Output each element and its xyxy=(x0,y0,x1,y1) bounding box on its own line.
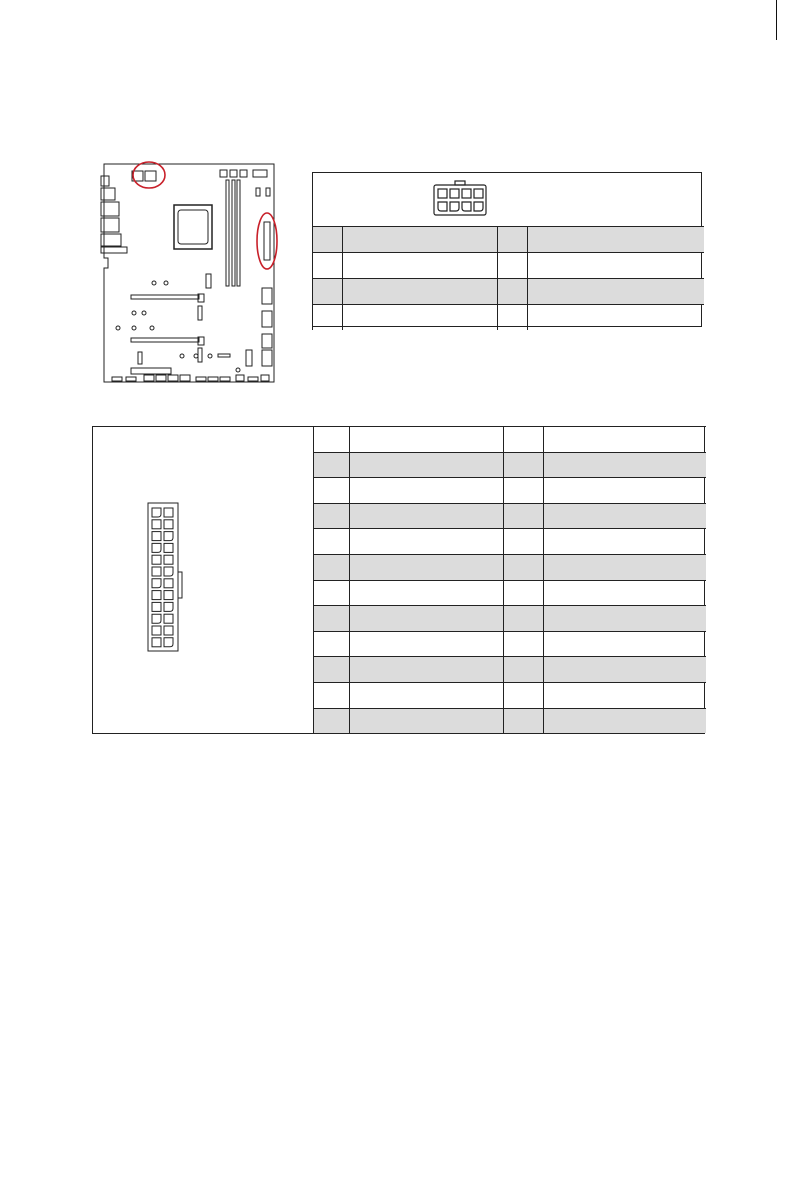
pin-number-cell xyxy=(314,606,350,632)
pin-number-cell xyxy=(504,708,544,733)
connector-pin xyxy=(164,555,173,564)
eps-pin-table xyxy=(312,226,704,330)
table-row xyxy=(313,227,704,253)
pin-number-cell xyxy=(504,427,544,453)
connector-pin xyxy=(164,543,173,552)
motherboard-diagram xyxy=(98,158,280,386)
pin-number-cell xyxy=(314,708,350,733)
signal-name-cell xyxy=(350,452,504,478)
signal-name-cell xyxy=(343,305,498,331)
pin-number-cell xyxy=(314,657,350,683)
signal-name-cell xyxy=(350,478,504,504)
signal-name-cell xyxy=(350,427,504,453)
table-row xyxy=(314,478,706,504)
pin-number-cell xyxy=(498,279,528,305)
pin-number-cell xyxy=(314,682,350,708)
pin-number-cell xyxy=(314,529,350,555)
table-row xyxy=(314,503,706,529)
signal-name-cell xyxy=(350,503,504,529)
table-row xyxy=(314,657,706,683)
pin-number-cell xyxy=(314,631,350,657)
pin-number-cell xyxy=(498,227,528,253)
signal-name-cell xyxy=(350,657,504,683)
pin-number-cell xyxy=(313,305,343,331)
signal-name-cell xyxy=(350,580,504,606)
signal-name-cell xyxy=(544,503,706,529)
pin-number-cell xyxy=(504,452,544,478)
connector-pin xyxy=(152,520,161,529)
pin-number-cell xyxy=(504,529,544,555)
signal-name-cell xyxy=(544,529,706,555)
connector-pin xyxy=(152,602,161,611)
signal-name-cell xyxy=(528,279,704,305)
connector-pin xyxy=(152,614,161,623)
signal-name-cell xyxy=(343,253,498,279)
pin-number-cell xyxy=(314,580,350,606)
connector-pin xyxy=(152,532,161,541)
pin-number-cell xyxy=(504,657,544,683)
pin-number-cell xyxy=(314,503,350,529)
signal-name-cell xyxy=(544,478,706,504)
atx-pin-table xyxy=(313,426,706,733)
pin-number-cell xyxy=(504,503,544,529)
pin-number-cell xyxy=(498,253,528,279)
signal-name-cell xyxy=(350,606,504,632)
connector-pin xyxy=(152,543,161,552)
atx-connector-drawing xyxy=(145,500,190,654)
table-row xyxy=(314,631,706,657)
table-row xyxy=(314,427,706,453)
table-row xyxy=(314,606,706,632)
signal-name-cell xyxy=(528,253,704,279)
eps-connector-drawing xyxy=(430,180,490,218)
connector-pin xyxy=(152,638,161,647)
signal-name-cell xyxy=(544,657,706,683)
pin-number-cell xyxy=(314,427,350,453)
table-row xyxy=(313,253,704,279)
connector-pin xyxy=(152,567,161,576)
connector-pin xyxy=(164,532,173,541)
signal-name-cell xyxy=(544,708,706,733)
signal-name-cell xyxy=(528,305,704,331)
pin-number-cell xyxy=(313,253,343,279)
pin-number-cell xyxy=(504,580,544,606)
signal-name-cell xyxy=(544,452,706,478)
table-row xyxy=(314,452,706,478)
signal-name-cell xyxy=(544,606,706,632)
signal-name-cell xyxy=(350,529,504,555)
pin-number-cell xyxy=(504,554,544,580)
connector-pin xyxy=(164,520,173,529)
signal-name-cell xyxy=(544,682,706,708)
connector-pin xyxy=(164,591,173,600)
signal-name-cell xyxy=(350,708,504,733)
table-row xyxy=(314,708,706,733)
pin-number-cell xyxy=(314,452,350,478)
signal-name-cell xyxy=(544,631,706,657)
pin-number-cell xyxy=(504,478,544,504)
signal-name-cell xyxy=(350,631,504,657)
signal-name-cell xyxy=(544,427,706,453)
connector-pin xyxy=(164,614,173,623)
connector-pin xyxy=(152,508,161,517)
connector-pin xyxy=(164,579,173,588)
pin-number-cell xyxy=(504,682,544,708)
pin-number-cell xyxy=(314,478,350,504)
signal-name-cell xyxy=(343,279,498,305)
signal-name-cell xyxy=(350,554,504,580)
connector-pin xyxy=(164,508,173,517)
table-row xyxy=(313,305,704,331)
pin-number-cell xyxy=(314,554,350,580)
pin-number-cell xyxy=(313,227,343,253)
table-row xyxy=(313,279,704,305)
signal-name-cell xyxy=(528,227,704,253)
table-row xyxy=(314,682,706,708)
signal-name-cell xyxy=(350,682,504,708)
connector-pin xyxy=(164,638,173,647)
pin-number-cell xyxy=(504,631,544,657)
table-row xyxy=(314,529,706,555)
signal-name-cell xyxy=(343,227,498,253)
table-row xyxy=(314,580,706,606)
page-trim-mark xyxy=(776,0,777,40)
pin-number-cell xyxy=(313,279,343,305)
connector-pin xyxy=(152,591,161,600)
pin-number-cell xyxy=(498,305,528,331)
connector-pin xyxy=(152,579,161,588)
table-row xyxy=(314,554,706,580)
connector-pin xyxy=(164,567,173,576)
connector-pin xyxy=(152,555,161,564)
connector-pin xyxy=(152,626,161,635)
connector-pin xyxy=(164,626,173,635)
signal-name-cell xyxy=(544,580,706,606)
connector-pin xyxy=(164,602,173,611)
pin-number-cell xyxy=(504,606,544,632)
signal-name-cell xyxy=(544,554,706,580)
